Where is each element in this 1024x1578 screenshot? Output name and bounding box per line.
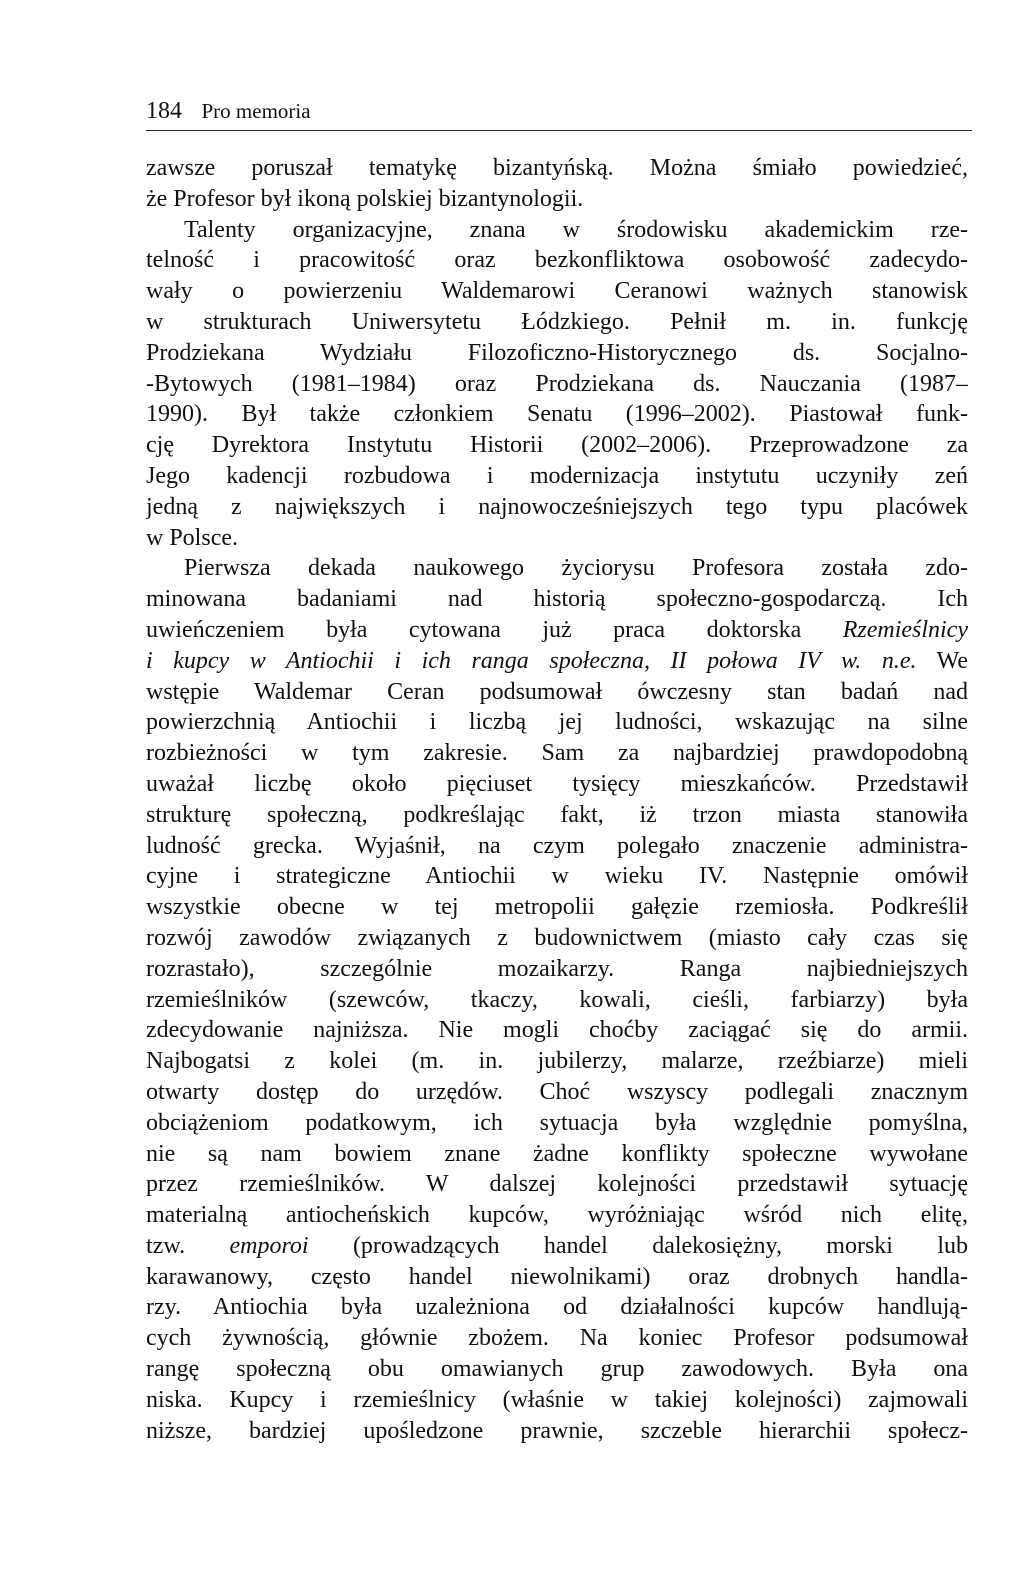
text-line-segment: nie są nam bowiem znane żadne konflikty społeczne wywołane bbox=[146, 1140, 968, 1167]
text-line-segment: 1990). Był także członkiem Senatu (1996–2002). Piastował funk- bbox=[146, 401, 968, 428]
text-line bbox=[146, 1262, 968, 1293]
text-line bbox=[146, 276, 968, 307]
text-line bbox=[146, 1015, 968, 1046]
text-line bbox=[146, 523, 968, 554]
text-line bbox=[146, 1046, 968, 1077]
text-line-segment: -Bytowych (1981–1984) oraz Prodziekana ds. Nauczania (1987– bbox=[146, 370, 968, 397]
text-line-segment: rozrastało), szczególnie mozaikarzy. Ranga najbiedniejszych bbox=[146, 955, 968, 982]
text-line-segment: obciążeniom podatkowym, ich sytuacja była względnie pomyślna, bbox=[146, 1109, 968, 1136]
text-line bbox=[146, 1169, 968, 1200]
running-head-title: Pro memoria bbox=[201, 99, 311, 123]
text-line-segment: otwarty dostęp do urzędów. Choć wszyscy podlegali znacznym bbox=[146, 1078, 968, 1105]
text-line-segment: jedną z największych i najnowocześniejszych tego typu placówek bbox=[146, 493, 968, 520]
text-line-segment: materialną antiocheńskich kupców, wyróżniając wśród nich elitę, bbox=[146, 1202, 968, 1229]
text-line-segment: w Polsce. bbox=[146, 524, 238, 551]
italic-title-segment: emporoi bbox=[229, 1232, 309, 1259]
text-line bbox=[146, 1354, 968, 1385]
text-line bbox=[146, 646, 968, 677]
text-line bbox=[146, 1323, 968, 1354]
text-line-segment: rozwój zawodów związanych z budownictwem (miasto cały czas się bbox=[146, 924, 968, 951]
text-line-segment: wstępie Waldemar Ceran podsumował ówczesny stan badań nad bbox=[146, 678, 968, 705]
text-line-segment: zdecydowanie najniższa. Nie mogli choćby zaciągać się do armii. bbox=[146, 1017, 968, 1044]
text-line-segment: rozbieżności w tym zakresie. Sam za najbardziej prawdopodobną bbox=[146, 740, 968, 767]
text-line bbox=[146, 245, 968, 276]
text-line bbox=[146, 184, 968, 215]
text-line bbox=[146, 584, 968, 615]
text-line bbox=[146, 1200, 968, 1231]
text-line-segment: zawsze poruszał tematykę bizantyńską. Można śmiało powiedzieć, bbox=[146, 155, 968, 181]
page-number: 184 bbox=[146, 98, 182, 124]
text-line bbox=[146, 1416, 968, 1447]
text-line-segment: telność i pracowitość oraz bezkonfliktowa osobowość zadecydo- bbox=[146, 247, 968, 274]
text-line-segment: We bbox=[916, 647, 968, 674]
text-line bbox=[146, 1231, 968, 1262]
text-line bbox=[146, 461, 968, 492]
text-line-segment: powierzchnią Antiochii i liczbą jej ludności, wskazując na silne bbox=[146, 709, 968, 736]
text-line-segment: rzy. Antiochia była uzależniona od działalności kupców handlują- bbox=[146, 1294, 968, 1321]
text-line bbox=[146, 769, 968, 800]
text-line bbox=[146, 1139, 968, 1170]
text-line bbox=[146, 215, 968, 246]
text-line bbox=[146, 307, 968, 338]
text-line-segment: cyjne i strategiczne Antiochii w wieku IV. Następnie omówił bbox=[146, 863, 968, 890]
text-line-segment: wały o powierzeniu Waldemarowi Ceranowi ważnych stanowisk bbox=[146, 278, 968, 305]
text-line-segment: że Profesor był ikoną polskiej bizantynologii. bbox=[146, 185, 584, 212]
italic-title-segment: i kupcy w Antiochii i ich ranga społeczna, II połowa IV w. n.e. bbox=[146, 647, 917, 674]
text-line-segment: strukturę społeczną, podkreślając fakt, iż trzon miasta stanowiła bbox=[146, 801, 968, 828]
text-line bbox=[146, 800, 968, 831]
text-line-segment: niższe, bardziej upośledzone prawnie, szczeble hierarchii społecz- bbox=[146, 1417, 968, 1444]
text-line bbox=[146, 430, 968, 461]
text-line bbox=[146, 492, 968, 523]
text-line bbox=[146, 892, 968, 923]
text-line-segment: rzemieślników (szewców, tkaczy, kowali, cieśli, farbiarzy) była bbox=[146, 986, 968, 1013]
text-line bbox=[146, 923, 968, 954]
text-line bbox=[146, 615, 968, 646]
text-line bbox=[146, 1385, 968, 1416]
text-line-segment: cję Dyrektora Instytutu Historii (2002–2006). Przeprowadzone za bbox=[146, 432, 968, 459]
text-line-segment: uważał liczbę około pięciuset tysięcy mieszkańców. Przedstawił bbox=[146, 770, 968, 797]
text-line-segment: uwieńczeniem była cytowana już praca doktorska bbox=[146, 616, 843, 643]
text-line bbox=[146, 707, 968, 738]
text-line-segment: cych żywnością, głównie zbożem. Na koniec Profesor podsumował bbox=[146, 1325, 968, 1352]
text-line bbox=[146, 1077, 968, 1108]
text-line bbox=[146, 153, 968, 184]
text-line-segment: ludność grecka. Wyjaśnił, na czym polegało znaczenie administra- bbox=[146, 832, 968, 859]
text-line bbox=[146, 338, 968, 369]
italic-title-segment: Rzemieślnicy bbox=[842, 616, 968, 643]
text-line-segment: niska. Kupcy i rzemieślnicy (właśnie w takiej kolejności) zajmowali bbox=[146, 1386, 968, 1413]
text-line bbox=[146, 1108, 968, 1139]
text-line-segment: karawanowy, często handel niewolnikami) oraz drobnych handla- bbox=[146, 1263, 968, 1290]
text-line-segment: Jego kadencji rozbudowa i modernizacja instytutu uczyniły zeń bbox=[146, 462, 968, 489]
text-line-segment: Najbogatsi z kolei (m. in. jubilerzy, malarze, rzeźbiarze) mieli bbox=[146, 1048, 968, 1075]
text-line-segment: w strukturach Uniwersytetu Łódzkiego. Pełnił m. in. funkcję bbox=[146, 308, 968, 335]
text-line-segment: Prodziekana Wydziału Filozoficzno-Historycznego ds. Socjalno- bbox=[146, 339, 968, 366]
text-line-segment: wszystkie obecne w tej metropolii gałęzie rzemiosła. Podkreślił bbox=[146, 894, 968, 921]
text-line bbox=[146, 954, 968, 985]
text-line-segment: Talenty organizacyjne, znana w środowisku akademickim rze- bbox=[184, 216, 968, 243]
text-line bbox=[146, 831, 968, 862]
text-line bbox=[146, 738, 968, 769]
text-line bbox=[146, 399, 968, 430]
text-line-segment: przez rzemieślników. W dalszej kolejności przedstawił sytuację bbox=[146, 1171, 968, 1198]
text-line bbox=[146, 677, 968, 708]
text-line-segment: tzw. bbox=[146, 1232, 230, 1259]
text-line-segment: (prowadzących handel dalekosiężny, morski lub bbox=[308, 1232, 968, 1259]
text-line bbox=[146, 369, 968, 400]
text-line-segment: rangę społeczną obu omawianych grup zawodowych. Była ona bbox=[146, 1356, 968, 1383]
text-line-segment: Pierwsza dekada naukowego życiorysu Profesora została zdo- bbox=[184, 555, 968, 582]
body-text bbox=[146, 153, 968, 1446]
text-line bbox=[146, 1292, 968, 1323]
text-line bbox=[146, 553, 968, 584]
text-line bbox=[146, 861, 968, 892]
text-line-segment: minowana badaniami nad historią społeczno-gospodarczą. Ich bbox=[146, 586, 968, 613]
text-line bbox=[146, 985, 968, 1016]
running-head bbox=[146, 96, 972, 131]
